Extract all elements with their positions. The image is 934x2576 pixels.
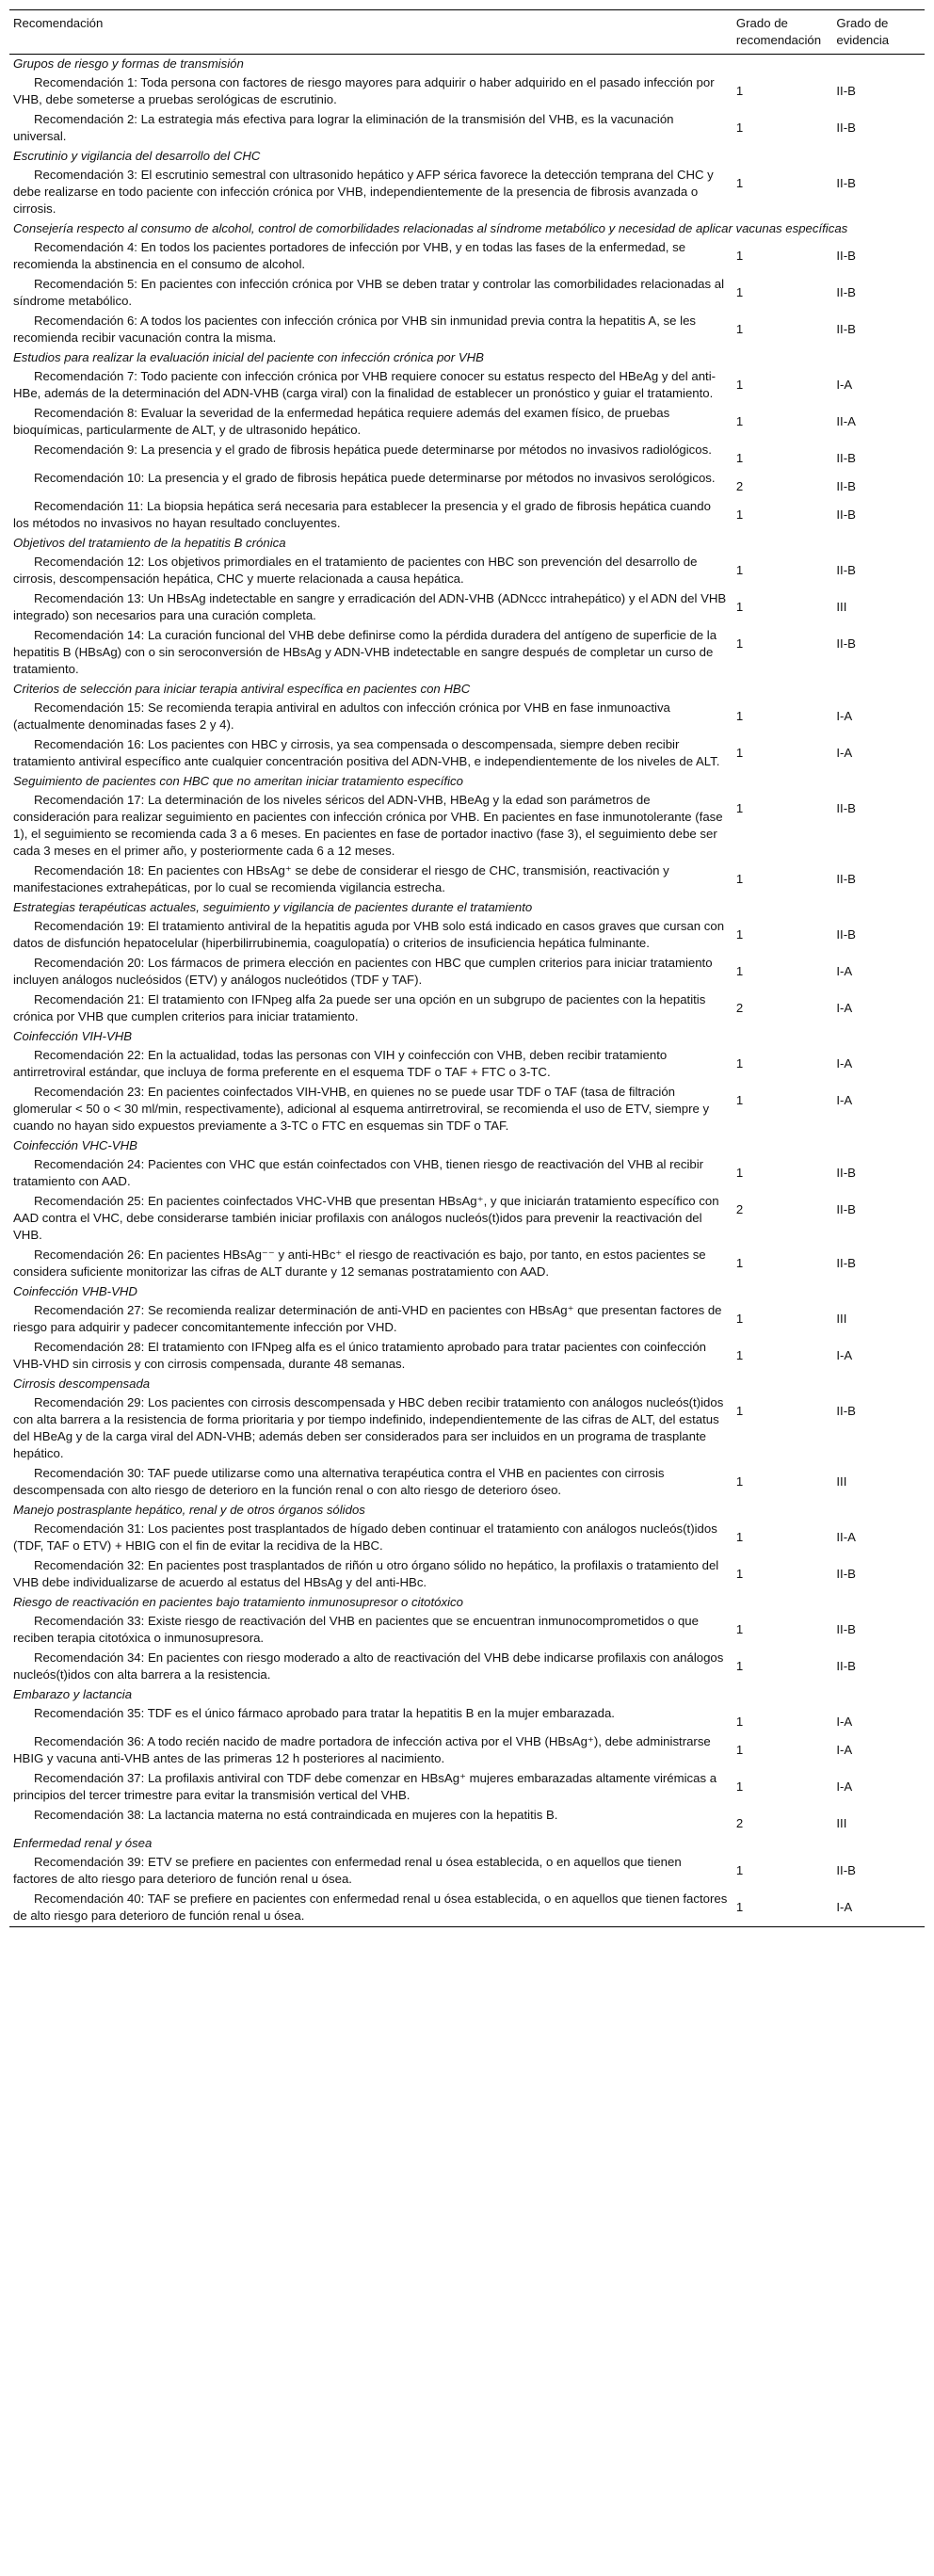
evidence-grade: II-B (836, 176, 856, 190)
recommendation-text: Recomendación 25: En pacientes coinfectados VHC-VHB que presentan HBsAg⁺, y que iniciarán tratamiento específico con AAD contra el VHC, debe considerarse también iniciar profilaxis con análogos nucleós(t)idos para prevenir la reactivación del VHB. (13, 1194, 719, 1242)
table-row (9, 1246, 925, 1282)
recommendation-text: Recomendación 29: Los pacientes con cirrosis descompensada y HBC deben recibir tratamiento con análogos nucleós(t)idos con alta barrera a la resistencia de forma prioritaria y por tiempo indefinido, independientemente de las cifras de ALT, del estatus del HBeAg y de la carga viral del ADN-VHB; además deben ser considerados para ser incluidos en un programa de trasplante hepático. (13, 1395, 724, 1460)
table-row (9, 497, 925, 534)
evidence-grade: II-B (836, 249, 856, 263)
recommendation-text: Recomendación 11: La biopsia hepática será necesaria para establecer la presencia y el grado de fibrosis hepática cuando los métodos no invasivos no hayan resultado concluyentes. (13, 499, 711, 530)
recommendation-text: Recomendación 35: TDF es el único fármaco aprobado para tratar la hepatitis B en la mujer embarazada. (34, 1706, 615, 1720)
recommendation-grade: 1 (735, 451, 744, 465)
section-title: Manejo postrasplante hepático, renal y de otros órganos sólidos (13, 1503, 365, 1517)
recommendation-text: Recomendación 15: Se recomienda terapia antiviral en adultos con infección crónica por VHB en fase inmunoactiva (actualmente denominadas fases 2 y 4). (13, 700, 670, 732)
table-row (9, 1464, 925, 1501)
evidence-grade: II-B (836, 1202, 856, 1216)
recommendation-grade: 2 (735, 1001, 744, 1015)
table-row (9, 589, 925, 626)
evidence-grade: I-A (836, 709, 853, 723)
table-row (9, 312, 925, 348)
recommendations-table-container (9, 9, 925, 2567)
table-row (9, 1301, 925, 1338)
recommendation-grade: 1 (735, 378, 744, 392)
recommendation-text: Recomendación 27: Se recomienda realizar determinación de anti-VHD en pacientes con HBsAg⁺ que presentan factores de riesgo para adquirir y padecer concomitantemente infección por VHD. (13, 1303, 722, 1334)
recommendation-grade: 1 (735, 176, 744, 190)
evidence-grade: II-B (836, 121, 856, 135)
evidence-grade: I-A (836, 1715, 853, 1729)
table-row (9, 238, 925, 275)
recommendation-text: Recomendación 23: En pacientes coinfectados VIH-VHB, en quienes no se puede usar TDF o TAF (tasa de filtración glomerular < 50 o < 30 ml/min, respectivamente), adicional al esquema antirretroviral, se recomienda el uso de ETV, siempre y cuando no hayan sido expuestos previamente a 3-TC o FTC en esquemas sin TDF o TAF. (13, 1085, 710, 1133)
table-row (9, 917, 925, 954)
table-row (9, 1192, 925, 1246)
evidence-grade: II-B (836, 451, 856, 465)
recommendation-text: Recomendación 36: A todo recién nacido de madre portadora de infección activa por el VHB (HBsAg⁺), debe administrarse HBIG y vacuna anti-VHB antes de las primeras 12 h posteriores al nacimiento. (13, 1734, 711, 1765)
section-header-row (9, 1593, 925, 1612)
table-row (9, 626, 925, 680)
table-row (9, 1732, 925, 1769)
evidence-grade: II-B (836, 84, 856, 98)
evidence-grade: II-B (836, 872, 856, 886)
recommendation-grade: 1 (733, 1890, 832, 1927)
recommendation-text: Recomendación 6: A todos los pacientes con infección crónica por VHB sin inmunidad previa contra la hepatitis A, se les recomienda recibir vacunación contra la misma. (13, 314, 696, 345)
section-header-row (9, 1282, 925, 1301)
section-header-row (9, 1375, 925, 1393)
section-header-row (9, 1834, 925, 1853)
recommendation-text: Recomendación 32: En pacientes post trasplantados de riñón u otro órgano sólido no hepático, la profilaxis o tratamiento del VHB debe individualizarse de acuerdo al estatus del HBsAg y del anti-HBc. (13, 1558, 719, 1589)
recommendation-grade: 1 (735, 121, 744, 135)
recommendation-grade: 1 (735, 249, 744, 263)
section-title: Consejería respecto al consumo de alcohol, control de comorbilidades relacionadas al síndrome metabólico y necesidad de aplicar vacunas específicas (13, 221, 848, 235)
evidence-grade: II-B (836, 1567, 856, 1581)
recommendation-text: Recomendación 16: Los pacientes con HBC y cirrosis, ya sea compensada o descompensada, siempre deben recibir tratamiento antiviral específico ante cualquier concentración positiva del ADN-VHB, e independientemente de los niveles de ALT. (13, 737, 720, 768)
recommendation-text: Recomendación 10: La presencia y el grado de fibrosis hepática puede determinarse por métodos no invasivos serológicos. (34, 471, 716, 485)
recommendation-text: Recomendación 39: ETV se prefiere en pacientes con enfermedad renal u ósea establecida, o en aquellos que tienen factores de alto riesgo para deterioro de función renal u ósea. (13, 1855, 682, 1886)
evidence-grade: II-B (836, 927, 856, 942)
table-row (9, 1704, 925, 1732)
recommendation-text: Recomendación 13: Un HBsAg indetectable en sangre y erradicación del ADN-VHB (ADNccc intrahepático) y el ADN del VHB integrado) son necesarios para una curación completa. (13, 591, 727, 622)
evidence-grade: II-B (836, 507, 856, 522)
table-row (9, 404, 925, 441)
recommendation-grade: 1 (735, 563, 744, 577)
section-title: Escrutinio y vigilancia del desarrollo del CHC (13, 149, 261, 163)
evidence-grade: II-B (836, 285, 856, 299)
recommendation-grade: 1 (735, 801, 744, 815)
header-evidence-grade: Grado de evidencia (832, 10, 925, 55)
section-title: Embarazo y lactancia (13, 1687, 133, 1701)
table-row (9, 1338, 925, 1375)
section-title: Cirrosis descompensada (13, 1377, 151, 1391)
table-header-row (9, 10, 925, 55)
section-header-row (9, 219, 925, 238)
evidence-grade: I-A (832, 1890, 925, 1927)
table-row (9, 1520, 925, 1556)
section-header-row (9, 1501, 925, 1520)
recommendation-grade: 1 (735, 285, 744, 299)
section-header-row (9, 898, 925, 917)
recommendation-grade: 1 (735, 1404, 744, 1418)
recommendation-text: Recomendación 21: El tratamiento con IFNpeg alfa 2a puede ser una opción en un subgrupo de pacientes con la hepatitis crónica por VHB que cumplen criterios para iniciar tratamiento. (13, 992, 706, 1023)
evidence-grade: III (836, 1312, 847, 1326)
recommendation-text: Recomendación 38: La lactancia materna no está contraindicada en mujeres con la hepatitis B. (34, 1808, 558, 1822)
section-header-row (9, 147, 925, 166)
table-row (9, 1556, 925, 1593)
recommendation-grade: 2 (735, 1202, 744, 1216)
evidence-grade: II-B (836, 801, 856, 815)
recommendation-grade: 1 (735, 927, 744, 942)
table-row (9, 699, 925, 735)
recommendation-text: Recomendación 17: La determinación de los niveles séricos del ADN-VHB, HBeAg y la edad son parámetros de consideración para realizar seguimiento en pacientes con infección crónica por VHB. En pacientes en fase inmunotolerante (fase 1), el seguimiento se recomienda cada 3 a 6 meses. En pacientes en fase de portador inactivo (fase 3), el seguimiento debe ser cada 3 meses en el primer año, y posteriormente cada 6 a 12 meses. (13, 793, 723, 858)
header-recommendation: Recomendación (9, 10, 733, 55)
recommendation-grade: 1 (735, 1567, 744, 1581)
recommendations-table (9, 9, 925, 1927)
section-title: Enfermedad renal y ósea (13, 1836, 153, 1850)
recommendation-text: Recomendación 22: En la actualidad, todas las personas con VIH y coinfección con VHB, deben recibir tratamiento antirretroviral estándar, que incluya de forma preferente en el esquema TDF o TAF + FTC o 3-TC. (13, 1048, 668, 1079)
section-title: Estrategias terapéuticas actuales, seguimiento y vigilancia de pacientes durante el tratamiento (13, 900, 533, 914)
evidence-grade: I-A (836, 746, 853, 760)
table-row (9, 1083, 925, 1136)
evidence-grade: II-B (836, 1863, 856, 1877)
recommendation-grade: 1 (735, 1715, 744, 1729)
recommendation-grade: 1 (735, 709, 744, 723)
recommendation-grade: 1 (735, 636, 744, 651)
evidence-grade: II-B (836, 1256, 856, 1270)
section-title: Estudios para realizar la evaluación inicial del paciente con infección crónica por VHB (13, 350, 484, 364)
table-row (9, 1649, 925, 1685)
section-title: Seguimiento de pacientes con HBC que no ameritan iniciar tratamiento específico (13, 774, 463, 788)
recommendation-text: Recomendación 8: Evaluar la severidad de la enfermedad hepática requiere además del examen físico, de pruebas bioquímicas, particularmente de ALT, y de ultrasonido hepático. (13, 406, 670, 437)
table-row (9, 735, 925, 772)
section-header-row (9, 534, 925, 553)
recommendation-grade: 1 (735, 1622, 744, 1636)
recommendation-text: Recomendación 1: Toda persona con factores de riesgo mayores para adquirir o haber adquirido en el pasado infección por VHB, debe someterse a pruebas serológicas de escrutinio. (13, 75, 715, 106)
section-title: Coinfección VHB-VHD (13, 1284, 137, 1298)
section-header-row (9, 55, 925, 74)
evidence-grade: II-B (836, 1404, 856, 1418)
table-row (9, 367, 925, 404)
section-title: Coinfección VHC-VHB (13, 1138, 137, 1152)
table-row (9, 1612, 925, 1649)
table-row (9, 861, 925, 898)
recommendation-grade: 1 (735, 322, 744, 336)
table-row (9, 469, 925, 497)
section-header-row (9, 1685, 925, 1704)
recommendation-grade: 2 (735, 1816, 744, 1830)
table-row (9, 73, 925, 110)
header-recommendation-grade: Grado de recomendación (733, 10, 832, 55)
recommendation-grade: 2 (735, 479, 744, 493)
section-header-row (9, 348, 925, 367)
recommendation-grade: 1 (735, 872, 744, 886)
recommendation-grade: 1 (735, 1474, 744, 1489)
recommendation-text: Recomendación 7: Todo paciente con infección crónica por VHB requiere conocer su estatus respecto del HBeAg y del anti-HBe, además de la determinación del ADN-VHB (carga viral) con la finalidad de establecer un pronóstico y guiar el tratamiento. (13, 369, 717, 400)
recommendation-text: Recomendación 26: En pacientes HBsAg⁻⁻ y anti-HBc⁺ el riesgo de reactivación es bajo, por tanto, en estos pacientes se considera suficiente monitorizar las cifras de ALT durante y 12 semanas postratamiento con AAD. (13, 1248, 706, 1279)
recommendation-grade: 1 (735, 600, 744, 614)
table-row (9, 166, 925, 219)
recommendation-grade: 1 (735, 1093, 744, 1107)
evidence-grade: III (836, 1816, 847, 1830)
evidence-grade: I-A (836, 378, 853, 392)
evidence-grade: II-B (836, 563, 856, 577)
evidence-grade: III (836, 1474, 847, 1489)
evidence-grade: I-A (836, 1743, 853, 1757)
table-row (9, 1769, 925, 1806)
section-title: Riesgo de reactivación en pacientes bajo tratamiento inmunosupresor o citotóxico (13, 1595, 463, 1609)
recommendation-grade: 1 (735, 1256, 744, 1270)
evidence-grade: I-A (836, 1348, 853, 1362)
table-row (9, 441, 925, 469)
recommendation-text: Recomendación 40: TAF se prefiere en pacientes con enfermedad renal u ósea establecida, o en aquellos que tienen factores de alto riesgo para deterioro de función renal u ósea. (9, 1890, 733, 1927)
table-row (9, 990, 925, 1027)
recommendation-text: Recomendación 37: La profilaxis antiviral con TDF debe comenzar en HBsAg⁺ mujeres embarazadas altamente virémicas a principios del tercer trimestre para evitar la transmisión vertical del VHB. (13, 1771, 717, 1802)
recommendation-grade: 1 (735, 84, 744, 98)
section-header-row (9, 1027, 925, 1046)
recommendation-text: Recomendación 24: Pacientes con VHC que están coinfectados con VHB, tienen riesgo de reactivación del VHB al recibir tratamiento con AAD. (13, 1157, 704, 1188)
evidence-grade: II-B (836, 1622, 856, 1636)
recommendation-text: Recomendación 20: Los fármacos de primera elección en pacientes con HBC que cumplen criterios para iniciar tratamiento incluyen análogos nucleósidos (ETV) y análogos nucleótidos (TDF y TAF). (13, 956, 713, 987)
recommendation-text: Recomendación 33: Existe riesgo de reactivación del VHB en pacientes que se encuentran inmunocomprometidos o que reciben terapia citotóxica o inmunosupresora. (13, 1614, 699, 1645)
evidence-grade: II-B (836, 322, 856, 336)
recommendation-grade: 1 (735, 1659, 744, 1673)
table-row (9, 1155, 925, 1192)
evidence-grade: I-A (836, 1056, 853, 1071)
recommendation-grade: 1 (735, 1743, 744, 1757)
table-row (9, 275, 925, 312)
table-row (9, 1806, 925, 1834)
recommendation-text: Recomendación 2: La estrategia más efectiva para lograr la eliminación de la transmisión del VHB, es la vacunación universal. (13, 112, 674, 143)
section-header-row (9, 680, 925, 699)
recommendation-grade: 1 (735, 1530, 744, 1544)
table-row (9, 791, 925, 861)
table-row (9, 1890, 925, 1927)
evidence-grade: II-A (836, 1530, 856, 1544)
section-title: Criterios de selección para iniciar terapia antiviral específica en pacientes con HBC (13, 682, 471, 696)
evidence-grade: II-B (836, 479, 856, 493)
table-body (9, 55, 925, 1927)
evidence-grade: II-B (836, 1166, 856, 1180)
evidence-grade: I-A (836, 1093, 853, 1107)
evidence-grade: I-A (836, 1001, 853, 1015)
recommendation-grade: 1 (735, 746, 744, 760)
table-row (9, 954, 925, 990)
recommendation-text: Recomendación 31: Los pacientes post trasplantados de hígado deben continuar el tratamiento con análogos nucleós(t)idos (TDF, TAF o ETV) + HBIG con el fin de evitar la recidiva de la HBC. (13, 1521, 717, 1553)
table-row (9, 1853, 925, 1890)
recommendation-text: Recomendación 3: El escrutinio semestral con ultrasonido hepático y AFP sérica favorece la detección temprana del CHC y debe realizarse en todo paciente con infección crónica por VHB, independientemente de la presencia de fibrosis avanzada o cirrosis. (13, 168, 714, 216)
recommendation-text: Recomendación 28: El tratamiento con IFNpeg alfa es el único tratamiento aprobado para tratar pacientes con coinfección VHB-VHD sin cirrosis y con cirrosis compensada, durante 48 semanas. (13, 1340, 707, 1371)
recommendation-text: Recomendación 18: En pacientes con HBsAg⁺ se debe de considerar el riesgo de CHC, transmisión, reactivación y manifestaciones extrahepáticas, por lo cual se recomienda vigilancia estrecha. (13, 863, 669, 894)
recommendation-grade: 1 (735, 1863, 744, 1877)
recommendation-grade: 1 (735, 1312, 744, 1326)
recommendation-text: Recomendación 30: TAF puede utilizarse como una alternativa terapéutica contra el VHB en pacientes con cirrosis descompensada con alto riesgo de deterioro en la función renal o con alto riesgo de deterioro óseo. (13, 1466, 665, 1497)
evidence-grade: I-A (836, 964, 853, 978)
recommendation-grade: 1 (735, 507, 744, 522)
table-row (9, 553, 925, 589)
recommendation-grade: 1 (735, 1779, 744, 1794)
evidence-grade: II-A (836, 414, 856, 428)
evidence-grade: III (836, 600, 847, 614)
section-title: Objetivos del tratamiento de la hepatitis B crónica (13, 536, 286, 550)
recommendation-text: Recomendación 9: La presencia y el grado de fibrosis hepática puede determinarse por métodos no invasivos radiológicos. (34, 443, 712, 457)
section-header-row (9, 1136, 925, 1155)
recommendation-text: Recomendación 14: La curación funcional del VHB debe definirse como la pérdida duradera del antígeno de superficie de la hepatitis B (HBsAg) con o sin seroconversión de HBsAg y ADN-VHB indetectable en sangre después de completar un curso de tratamiento. (13, 628, 717, 676)
section-title: Coinfección VIH-VHB (13, 1029, 133, 1043)
evidence-grade: II-B (836, 1659, 856, 1673)
evidence-grade: II-B (836, 636, 856, 651)
recommendation-text: Recomendación 19: El tratamiento antiviral de la hepatitis aguda por VHB solo está indicado en casos graves que cursan con datos de disfunción hepatocelular (hiperbilirrubinemia, coagulopatía) o criterios de insuficiencia hepática fulminante. (13, 919, 725, 950)
table-row (9, 1046, 925, 1083)
section-title: Grupos de riesgo y formas de transmisión (13, 56, 244, 71)
recommendation-text: Recomendación 4: En todos los pacientes portadores de infección por VHB, y en todas las fases de la enfermedad, se recomienda la abstinencia en el consumo de alcohol. (13, 240, 686, 271)
recommendation-grade: 1 (735, 414, 744, 428)
table-row (9, 110, 925, 147)
recommendation-grade: 1 (735, 964, 744, 978)
recommendation-text: Recomendación 12: Los objetivos primordiales en el tratamiento de pacientes con HBC son prevención del desarrollo de cirrosis, descompensación hepática, CHC y muerte relacionada a causa hepática. (13, 555, 698, 586)
recommendation-text: Recomendación 34: En pacientes con riesgo moderado a alto de reactivación del VHB debe indicarse profilaxis con análogos nucleós(t)idos con alta barrera a la resistencia. (13, 1650, 724, 1682)
recommendation-grade: 1 (735, 1166, 744, 1180)
recommendation-text: Recomendación 5: En pacientes con infección crónica por VHB se deben tratar y controlar las comorbilidades relacionadas al síndrome metabólico. (13, 277, 725, 308)
table-row (9, 1393, 925, 1464)
evidence-grade: I-A (836, 1779, 853, 1794)
recommendation-grade: 1 (735, 1348, 744, 1362)
section-header-row (9, 772, 925, 791)
recommendation-grade: 1 (735, 1056, 744, 1071)
